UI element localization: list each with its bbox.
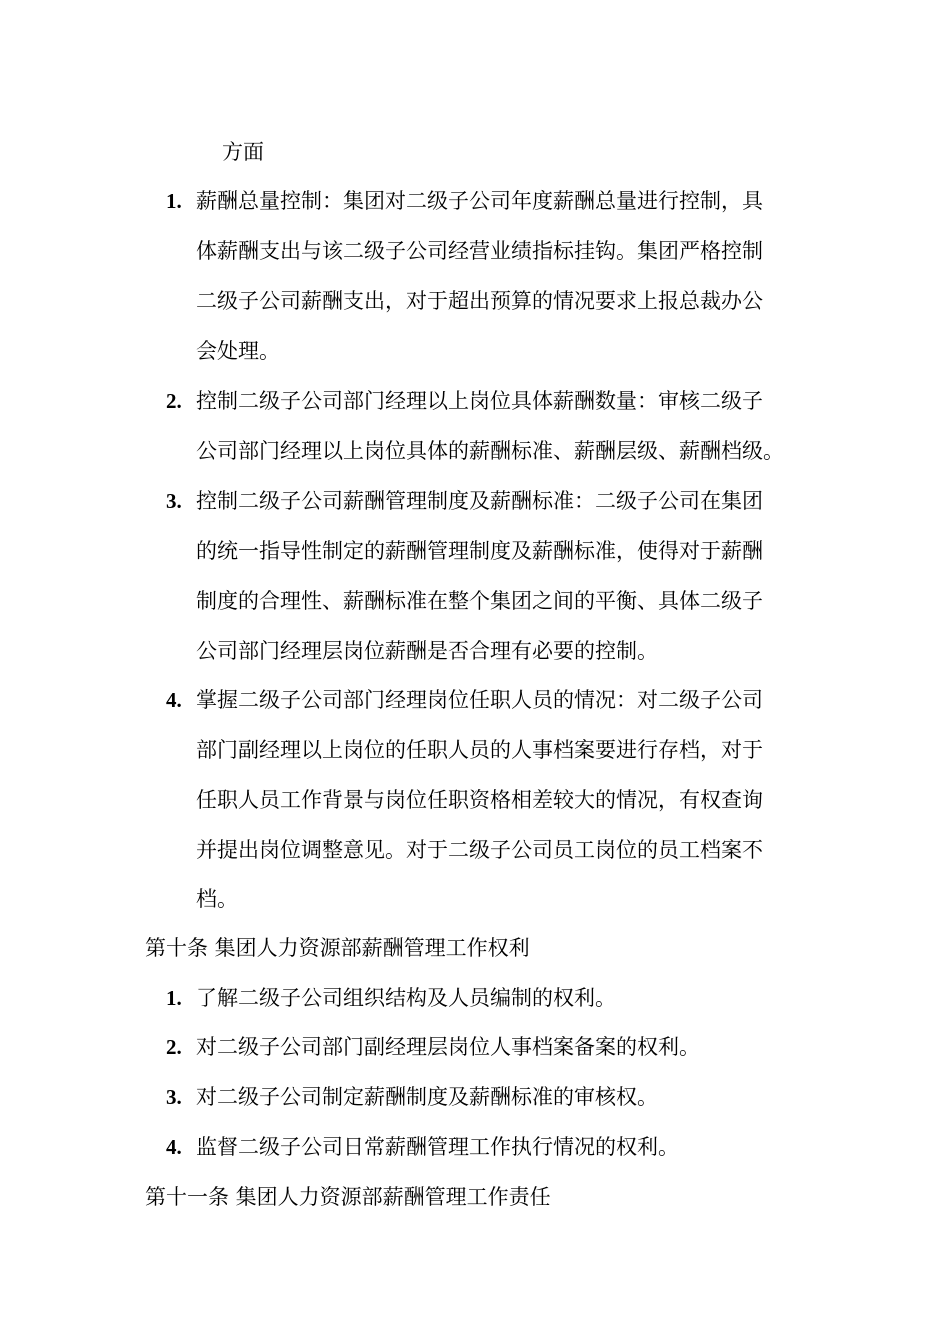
list-item-line: 对二级子公司部门副经理层岗位人事档案备案的权利。: [196, 1035, 700, 1059]
list-number: 1.: [166, 189, 182, 213]
list-number: 1.: [166, 986, 182, 1010]
list-item-line: 档。: [196, 887, 238, 911]
list-item-line: 掌握二级子公司部门经理岗位任职人员的情况：对二级子公司: [196, 688, 763, 712]
list-number: 2.: [166, 1035, 182, 1059]
list-item-line: 公司部门经理层岗位薪酬是否合理有必要的控制。: [196, 639, 658, 663]
section-heading: 第十一条 集团人力资源部薪酬管理工作责任: [145, 1185, 551, 1209]
list-item-line: 公司部门经理以上岗位具体的薪酬标准、薪酬层级、薪酬档级。: [196, 439, 784, 463]
list-item-line: 会处理。: [196, 339, 280, 363]
list-item-line: 的统一指导性制定的薪酬管理制度及薪酬标准，使得对于薪酬: [196, 539, 763, 563]
list-number: 4.: [166, 1135, 182, 1159]
list-item-line: 任职人员工作背景与岗位任职资格相差较大的情况，有权查询: [196, 788, 763, 812]
list-item-line: 部门副经理以上岗位的任职人员的人事档案要进行存档，对于: [196, 738, 763, 762]
intro-text: 方面: [222, 140, 264, 164]
list-item-line: 体薪酬支出与该二级子公司经营业绩指标挂钩。集团严格控制: [196, 239, 763, 263]
list-item-line: 薪酬总量控制：集团对二级子公司年度薪酬总量进行控制，具: [196, 189, 763, 213]
list-number: 2.: [166, 389, 182, 413]
list-number: 4.: [166, 688, 182, 712]
list-item-line: 并提出岗位调整意见。对于二级子公司员工岗位的员工档案不: [196, 838, 763, 862]
list-number: 3.: [166, 489, 182, 513]
list-item-line: 对二级子公司制定薪酬制度及薪酬标准的审核权。: [196, 1085, 658, 1109]
list-item-line: 控制二级子公司部门经理以上岗位具体薪酬数量：审核二级子: [196, 389, 763, 413]
section-heading: 第十条 集团人力资源部薪酬管理工作权利: [145, 936, 530, 960]
list-number: 3.: [166, 1085, 182, 1109]
list-item-line: 制度的合理性、薪酬标准在整个集团之间的平衡、具体二级子: [196, 589, 763, 613]
list-item-line: 二级子公司薪酬支出，对于超出预算的情况要求上报总裁办公: [196, 289, 763, 313]
list-item-line: 了解二级子公司组织结构及人员编制的权利。: [196, 986, 616, 1010]
list-item-line: 监督二级子公司日常薪酬管理工作执行情况的权利。: [196, 1135, 679, 1159]
list-item-line: 控制二级子公司薪酬管理制度及薪酬标准：二级子公司在集团: [196, 489, 763, 513]
